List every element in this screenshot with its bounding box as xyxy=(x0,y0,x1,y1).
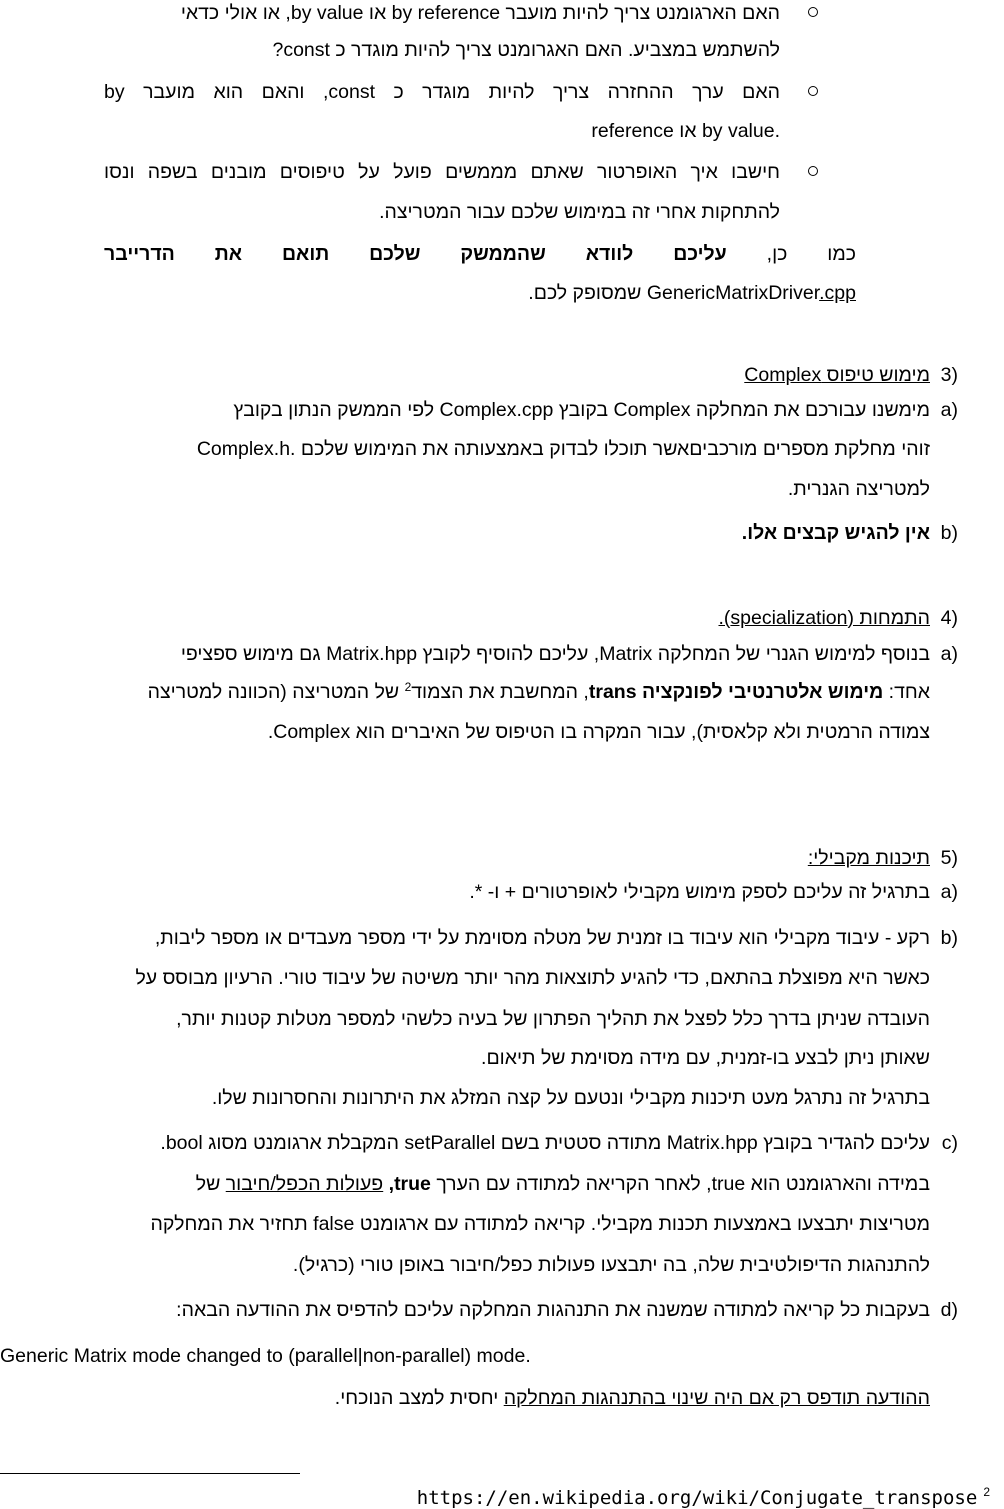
paragraph-line: העובדה שניתן בדרך כלל לפצל את תהליך הפתרון של בעיה כלשהי למספר מטלות קטנות יותר, xyxy=(176,1008,930,1030)
section-title: תיכנות מקבילי: xyxy=(807,847,930,869)
item-letter: b) xyxy=(940,522,958,544)
paragraph-line: רקע - עיבוד מקבילי הוא עיבוד בו זמנית של מטלה מסוימת על ידי מספר מעבדים או מספר ליבות, xyxy=(154,927,930,949)
section-title: מימוש טיפוס Complex xyxy=(744,364,930,386)
section-number: 4) xyxy=(940,607,958,629)
footnote-number: 2 xyxy=(983,1485,990,1499)
paragraph-line: מטריצות יתבצעו באמצעות תכנות מקבילי. קריאה למתודה עם ארגומנט false תחזיר את המחלקה xyxy=(150,1213,930,1235)
item-letter: a) xyxy=(940,881,958,903)
footnote-url[interactable]: https://en.wikipedia.org/wiki/Conjugate_transpose xyxy=(416,1487,978,1509)
trans-bold: מימוש אלטרנטיבי לפונקציה trans xyxy=(588,681,884,703)
bullet-line: להשתמש במצביע. האם האגרומנט צריך להיות מוגדר כ const? xyxy=(272,39,780,61)
driver-filename: GenericMatrixDriver.cpp xyxy=(646,282,856,304)
section-number: 3) xyxy=(940,364,958,386)
mult-add-ops: פעולות הכפל/חיבור xyxy=(225,1173,384,1195)
item-letter: c) xyxy=(941,1132,958,1154)
bullet-line: האם ערך ההחזרה צריך להיות מוגדר כ const, והאם הוא מועבר by xyxy=(104,81,781,103)
driver-note-line: GenericMatrixDriver.cpp שמסופק לכם. xyxy=(528,282,856,304)
paragraph-line: כאשר היא מפוצלת בהתאם, כדי להגיע לתוצאות מהר יותר משיטה של עיבוד טורי. הרעיון מבוסס על xyxy=(135,967,930,989)
paragraph-line: צמודה הרמטית ולא קלאסית), עבור המקרה בו הטיפוס של האיברים הוא Complex. xyxy=(267,721,930,743)
driver-note-bold: עליכם לוודא שהממשק שלכם תואם את הדרייבר xyxy=(104,243,727,265)
bullet-circle-icon xyxy=(808,7,818,17)
footnote-ref: 2 xyxy=(404,680,412,694)
paragraph-line: ההודעה תודפס רק אם היה שינוי בהתנהגות המחלקה יחסית למצב הנוכחי. xyxy=(334,1387,930,1409)
bullet-line: reference או by value. xyxy=(591,120,780,142)
item-letter: a) xyxy=(940,399,958,421)
paragraph-line: בתרגיל זה עליכם לספק מימוש מקבילי לאופרטורים + ו- *. xyxy=(469,881,930,903)
paragraph-line: Complex.h. זוהי מחלקת מספרים מורכביםאשר תוכלו לבדוק באמצעותה את המימוש שלכם xyxy=(196,438,930,460)
bullet-line: האם הארגומנט צריך להיות מועבר by reference או by value, או אולי כדאי xyxy=(180,2,780,24)
paragraph-line: להתנהגות הדיפולטיבית שלה, בה יתבצעו פעולות כפל/חיבור באופן טורי (כרגיל). xyxy=(292,1254,930,1276)
note-underlined: ההודעה תודפס רק אם היה שינוי בהתנהגות המחלקה xyxy=(503,1387,930,1409)
bullet-circle-icon xyxy=(808,86,818,96)
paragraph-line: שאותן ניתן לבצע בו-זמנית, עם מידה מסוימת של תיאום. xyxy=(481,1047,930,1069)
bullet-line: חישבו איך האופרטור שאתם מממשים פועל על טיפוסים מובנים בשפה ונסו xyxy=(104,161,780,183)
item-letter: b) xyxy=(940,927,958,949)
paragraph-line: עליכם להגדיר בקובץ Matrix.hpp מתודה סטטית בשם setParallel המקבלת ארגומנט מסוג bool. xyxy=(160,1132,930,1154)
paragraph-line: במידה והארגומנט הוא true, לאחר הקריאה למתודה עם הערך true, פעולות הכפל/חיבור של xyxy=(195,1173,930,1195)
paragraph-line: בעקבות כל קריאה למתודה שמשנה את התנהגות המחלקה עליכם להדפיס את ההודעה הבאה: xyxy=(176,1299,930,1321)
driver-note-line: כמו כן, עליכם לוודא שהממשק שלכם תואם את הדרייבר xyxy=(104,243,856,265)
footnote xyxy=(417,1485,990,1509)
section-title: התמחות (specialization). xyxy=(718,607,930,629)
item-letter: a) xyxy=(940,643,958,665)
mode-message: Generic Matrix mode changed to (parallel|non-parallel) mode. xyxy=(0,1345,531,1367)
bullet-circle-icon xyxy=(808,166,818,176)
footnote-divider xyxy=(0,1473,300,1474)
paragraph-line: בנוסף למימוש הגנרי של המחלקה Matrix, עליכם להוסיף לקובץ Matrix.hpp גם מימוש ספציפי xyxy=(180,643,930,665)
section-number: 5) xyxy=(940,847,958,869)
paragraph-line: אין להגיש קבצים אלו. xyxy=(741,522,930,544)
paragraph-line: למטריצה הגנרית. xyxy=(787,478,930,500)
paragraph-line: אחד: מימוש אלטרנטיבי לפונקציה trans, המחשבת את הצמוד$^2$ של המטריצה (הכוונה למטריצה xyxy=(147,680,930,703)
paragraph-line: מימשנו עבורכם את המחלקה Complex בקובץ Complex.cpp לפי הממשק הנתון בקובץ xyxy=(233,399,930,421)
paragraph-line: בתרגיל זה נתרגל מעט תיכנות מקבילי ונטעם על קצה המזלג את היתרונות והחסרונות שלו. xyxy=(211,1087,930,1109)
item-letter: d) xyxy=(940,1299,958,1321)
bullet-line: להתחקות אחרי זה במימוש שלכם עבור המטריצה. xyxy=(379,201,780,223)
